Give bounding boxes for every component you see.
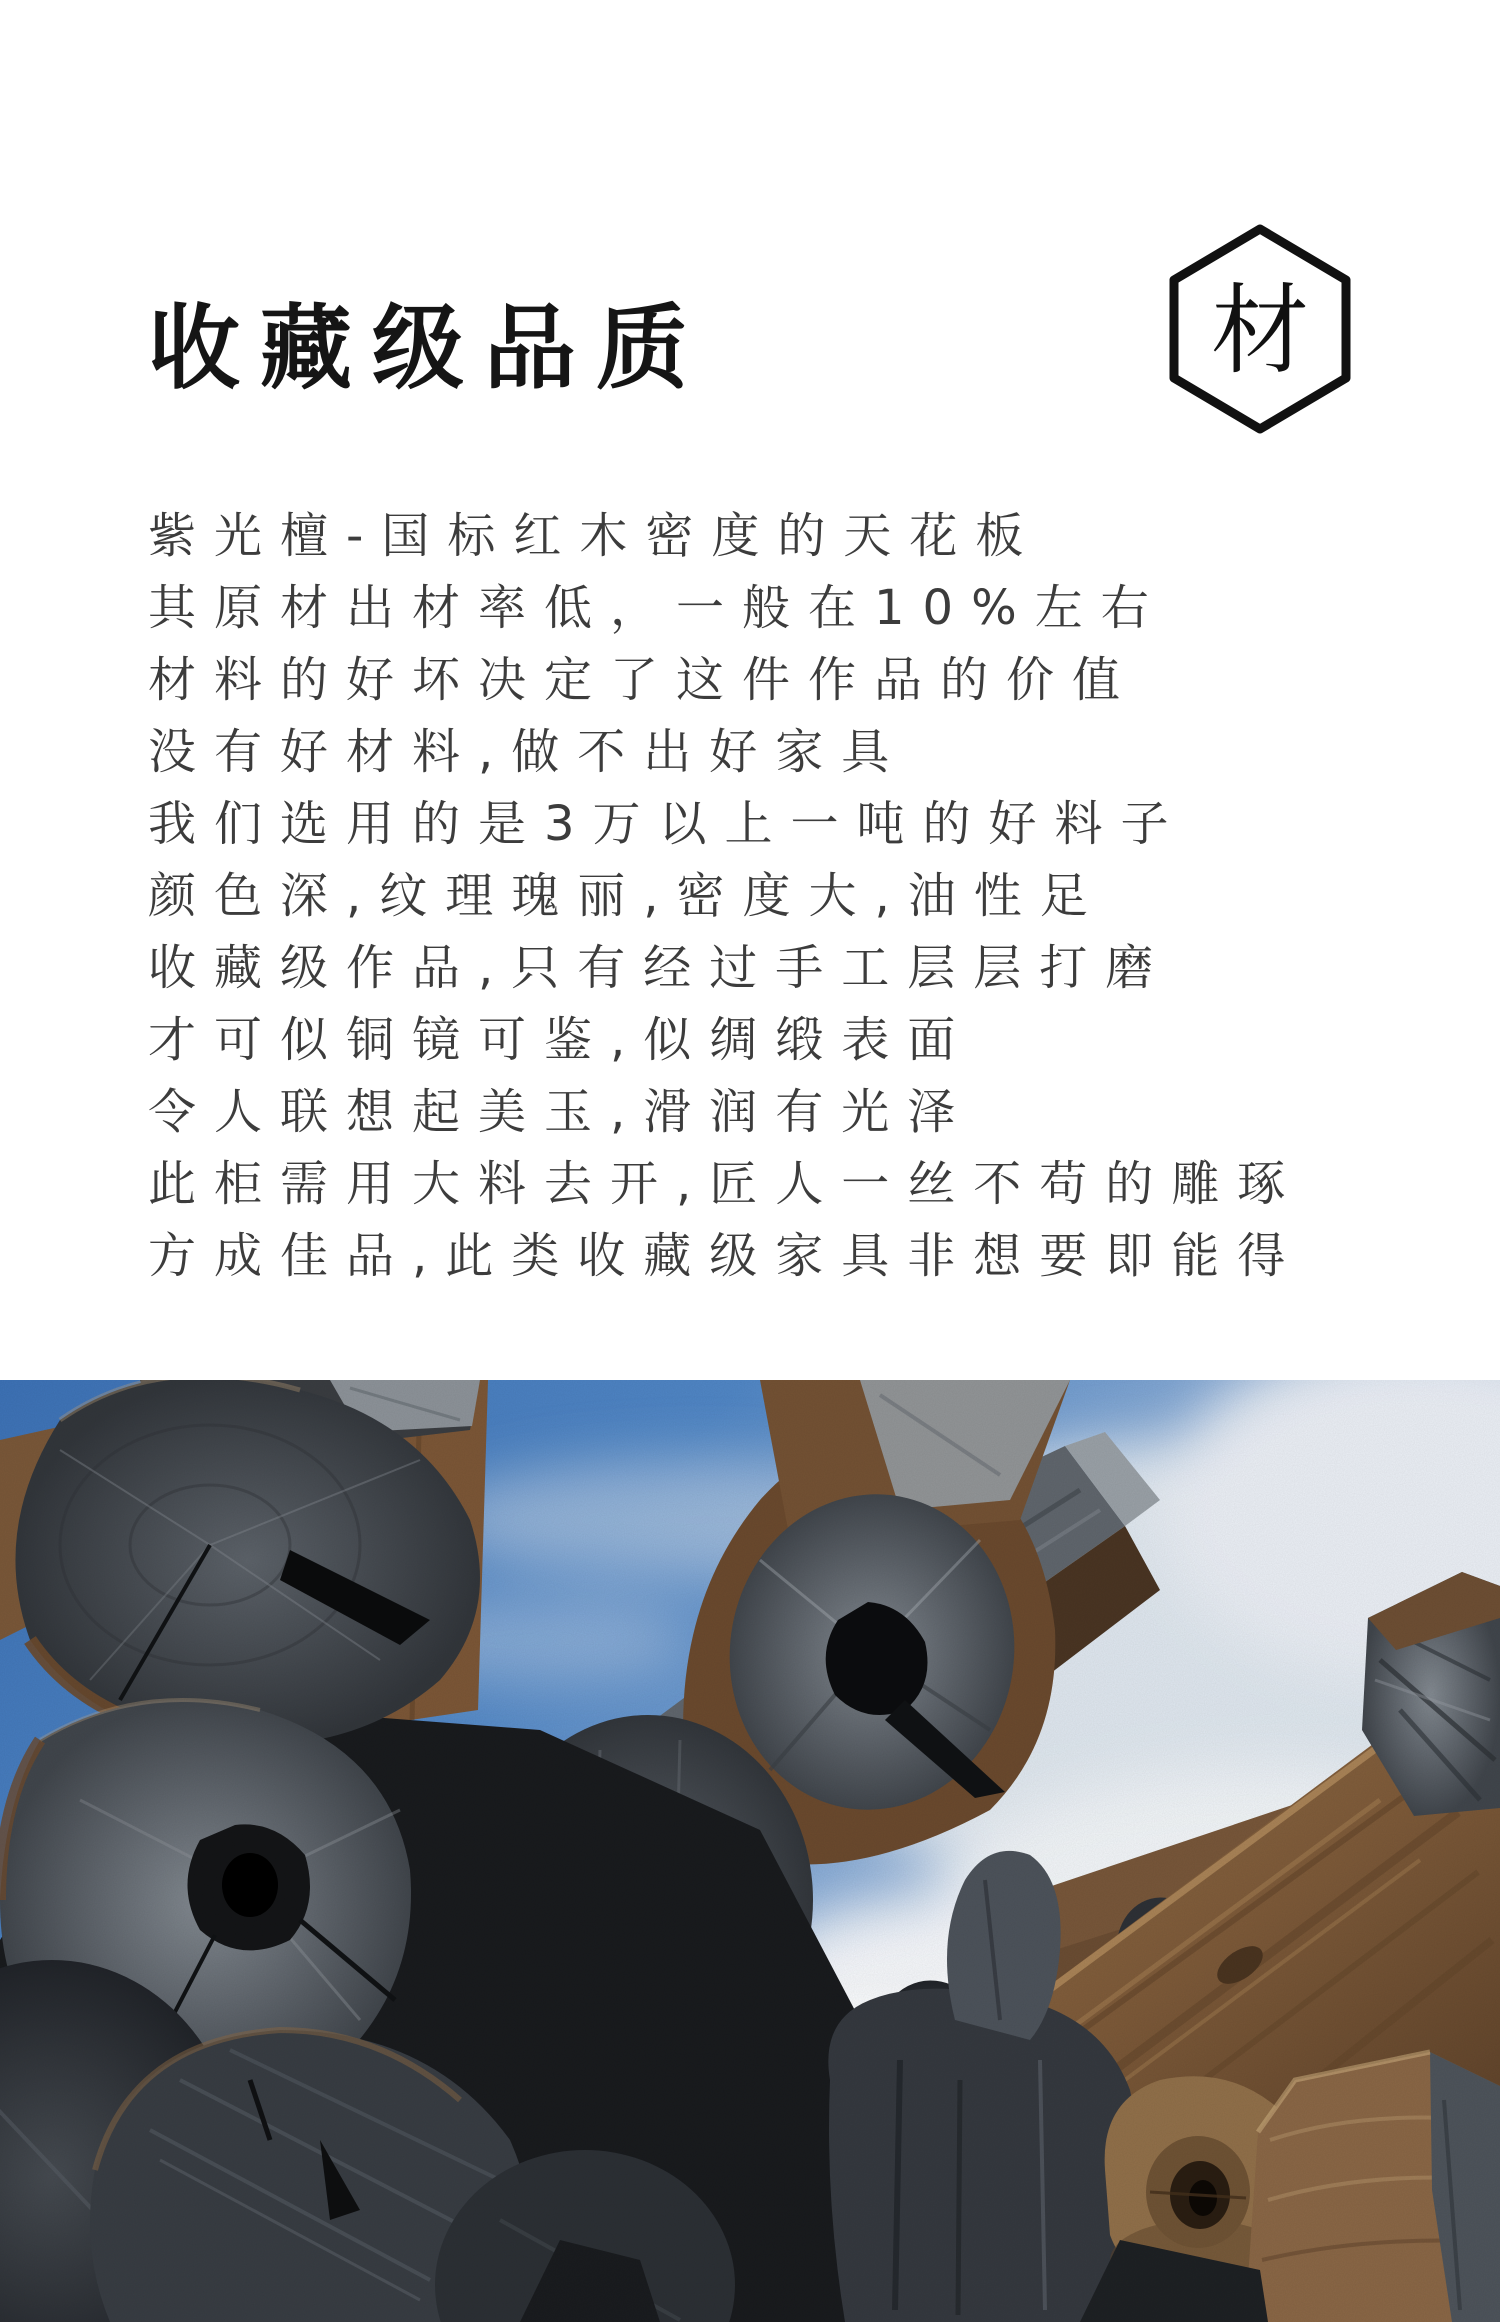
- intro-line: 才可似铜镜可鉴,似绸缎表面: [148, 1012, 974, 1068]
- wood-logs-photo: [0, 1380, 1500, 2322]
- intro-line: 令人联想起美玉,滑润有光泽: [148, 1084, 974, 1140]
- material-badge: [1168, 224, 1352, 434]
- badge-character: 材: [1210, 274, 1310, 388]
- intro-line: 此柜需用大料去开,匠人一丝不苟的雕琢: [148, 1156, 1304, 1212]
- intro-line: 我们选用的是3万以上一吨的好料子: [148, 796, 1187, 852]
- log-pile-group: [0, 1380, 1500, 2322]
- intro-line: 其原材出材率低，一般在10%左右: [148, 580, 1167, 636]
- intro-line: 收藏级作品,只有经过手工层层打磨: [148, 940, 1172, 996]
- hexagon-icon: [1168, 224, 1352, 434]
- intro-paragraph: [148, 500, 1303, 1292]
- photo-grain-texture: [0, 1380, 1500, 2322]
- intro-line: 方成佳品,此类收藏级家具非想要即能得: [148, 1228, 1304, 1284]
- intro-line: 颜色深,纹理瑰丽,密度大,油性足: [148, 868, 1106, 924]
- intro-line: 没有好材料,做不出好家具: [148, 724, 908, 780]
- wood-logs-scene: [0, 1380, 1500, 2322]
- page-title: 收藏级品质: [148, 295, 709, 402]
- intro-line: 材料的好坏决定了这件作品的价值: [148, 652, 1139, 708]
- intro-line: 紫光檀-国标红木密度的天花板: [148, 508, 1042, 564]
